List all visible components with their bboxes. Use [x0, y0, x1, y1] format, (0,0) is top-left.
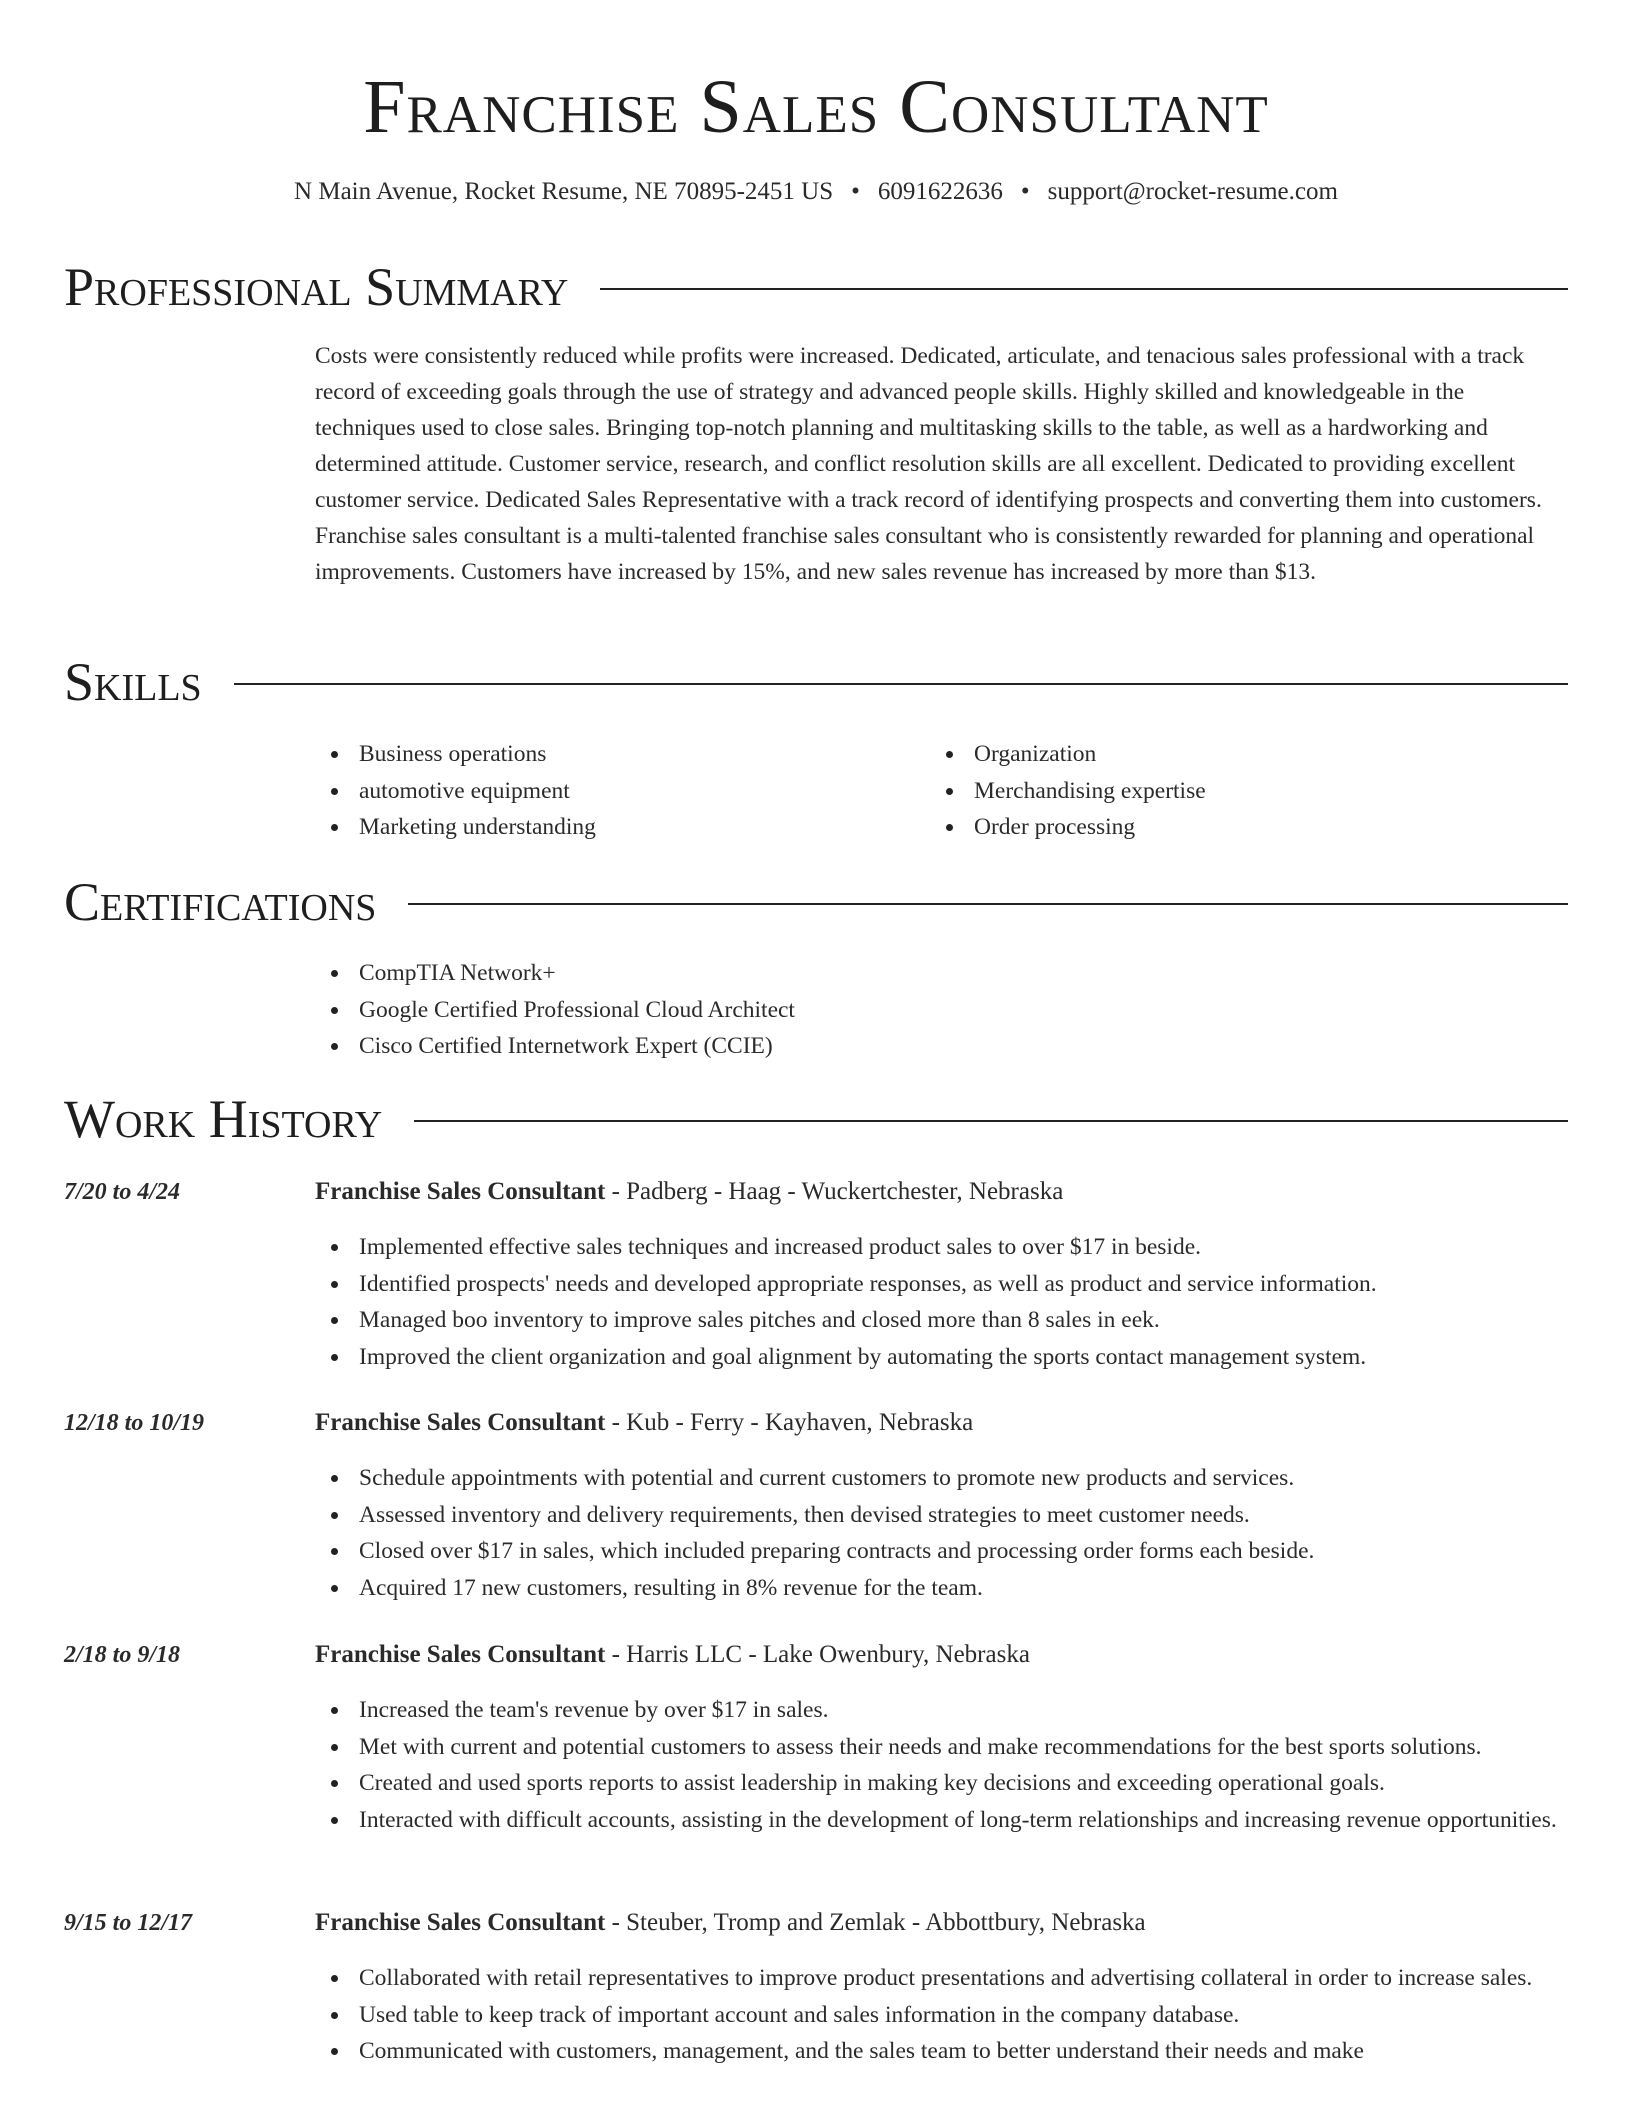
skill-item: Merchandising expertise	[930, 773, 1206, 810]
certifications-section-header	[64, 871, 1568, 933]
job-bullet: Managed boo inventory to improve sales pitches and closed more than 8 sales in eek.	[315, 1302, 1568, 1339]
skill-item: Order processing	[930, 809, 1206, 846]
job-title: Franchise Sales Consultant	[315, 1909, 606, 1936]
skill-item: Organization	[930, 736, 1206, 773]
section-divider	[234, 683, 1568, 685]
job-dates: 2/18 to 9/18	[64, 1642, 181, 1668]
contact-separator: •	[1020, 178, 1030, 205]
job-bullet-list	[315, 1229, 1568, 1375]
certification-item: Google Certified Professional Cloud Architect	[315, 992, 1568, 1029]
job-company-location: - Harris LLC - Lake Owenbury, Nebraska	[605, 1641, 1030, 1668]
section-divider	[414, 1120, 1568, 1122]
job-bullet: Communicated with customers, management, and the sales team to better understand their needs and make	[315, 2033, 1568, 2070]
skill-item: automotive equipment	[315, 773, 596, 810]
certification-item: Cisco Certified Internetwork Expert (CCIE)	[315, 1028, 1568, 1065]
job-title: Franchise Sales Consultant	[315, 1178, 606, 1205]
summary-section-header	[64, 256, 1568, 318]
job-header	[315, 1174, 1568, 1210]
job-bullet: Closed over $17 in sales, which included preparing contracts and processing order forms each beside.	[315, 1533, 1568, 1570]
job-bullet-list	[315, 1692, 1568, 1838]
skill-item: Marketing understanding	[315, 809, 596, 846]
skills-list-left	[315, 736, 596, 846]
job-bullet: Collaborated with retail representatives to improve product presentations and advertising collateral in order to increase sales.	[315, 1960, 1568, 1997]
resume-name: Franchise Sales Consultant	[363, 65, 1269, 149]
job-company-location: - Kub - Ferry - Kayhaven, Nebraska	[605, 1409, 974, 1436]
section-divider	[600, 288, 1568, 290]
job-bullet: Increased the team's revenue by over $17 in sales.	[315, 1692, 1568, 1729]
job-bullet: Met with current and potential customers to assess their needs and make recommendations for the best sports solutions.	[315, 1729, 1568, 1766]
certification-item: CompTIA Network+	[315, 955, 1568, 992]
job-bullet: Implemented effective sales techniques and increased product sales to over $17 in beside.	[315, 1229, 1568, 1266]
job-title: Franchise Sales Consultant	[315, 1641, 606, 1668]
certifications-heading: Certifications	[64, 872, 377, 932]
contact-separator: •	[851, 178, 860, 205]
job-header	[315, 1905, 1568, 1941]
job-dates: 7/20 to 4/24	[64, 1179, 181, 1205]
job-bullet-list	[315, 1960, 1568, 2070]
summary-text: Costs were consistently reduced while profits were increased. Dedicated, articulate, and tenacious sales professional with a track record of exceeding goals through the use of strategy and advanced people skills. Highly skilled and knowledgeable in the techniques used to close sales. Bringing top-notch planning and multitasking skills to the table, as well as a hardworking and determined attitude. Customer service, research, and conflict resolution skills are all excellent. Dedicated to providing excellent customer service. Dedicated Sales Representative with a track record of identifying prospects and converting them into customers. Franchise sales consultant is a multi-talented franchise sales consultant who is consistently rewarded for planning and operational improvements. Customers have increased by 15%, and new sales revenue has increased by more than $13.	[315, 343, 1542, 585]
job-dates: 12/18 to 10/19	[64, 1410, 205, 1436]
job-bullet: Improved the client organization and goal alignment by automating the sports contact management system.	[315, 1339, 1568, 1376]
skills-list-right	[930, 736, 1206, 846]
job-bullet: Interacted with difficult accounts, assisting in the development of long-term relationships and increasing revenue opportunities.	[315, 1802, 1568, 1839]
certifications-list	[315, 955, 1568, 1065]
job-bullet: Created and used sports reports to assist leadership in making key decisions and exceeding operational goals.	[315, 1765, 1568, 1802]
job-bullet: Used table to keep track of important account and sales information in the company database.	[315, 1997, 1568, 2034]
skill-item: Business operations	[315, 736, 596, 773]
job-bullet: Schedule appointments with potential and current customers to promote new products and services.	[315, 1460, 1568, 1497]
job-bullet: Assessed inventory and delivery requirements, then devised strategies to meet customer needs.	[315, 1497, 1568, 1534]
work-history-section-header	[64, 1088, 1568, 1150]
contact-address: N Main Avenue, Rocket Resume, NE 70895-2451 US	[294, 178, 834, 205]
skills-heading: Skills	[64, 652, 202, 712]
job-header	[315, 1637, 1568, 1673]
job-bullet: Acquired 17 new customers, resulting in 8% revenue for the team.	[315, 1570, 1568, 1607]
contact-line	[0, 174, 1632, 210]
job-bullet: Identified prospects' needs and developed appropriate responses, as well as product and service information.	[315, 1266, 1568, 1303]
job-company-location: - Padberg - Haag - Wuckertchester, Nebraska	[605, 1178, 1064, 1205]
section-divider	[408, 903, 1568, 905]
contact-phone: 6091622636	[877, 178, 1003, 205]
summary-heading: Professional Summary	[64, 257, 569, 317]
job-bullet-list	[315, 1460, 1568, 1606]
skills-section-header	[64, 651, 1568, 713]
work-history-heading: Work History	[64, 1089, 383, 1149]
job-company-location: - Steuber, Tromp and Zemlak - Abbottbury, Nebraska	[605, 1909, 1146, 1936]
job-title: Franchise Sales Consultant	[315, 1409, 606, 1436]
job-dates: 9/15 to 12/17	[64, 1910, 193, 1936]
contact-email: support@rocket-resume.com	[1047, 178, 1338, 205]
job-header	[315, 1405, 1568, 1441]
